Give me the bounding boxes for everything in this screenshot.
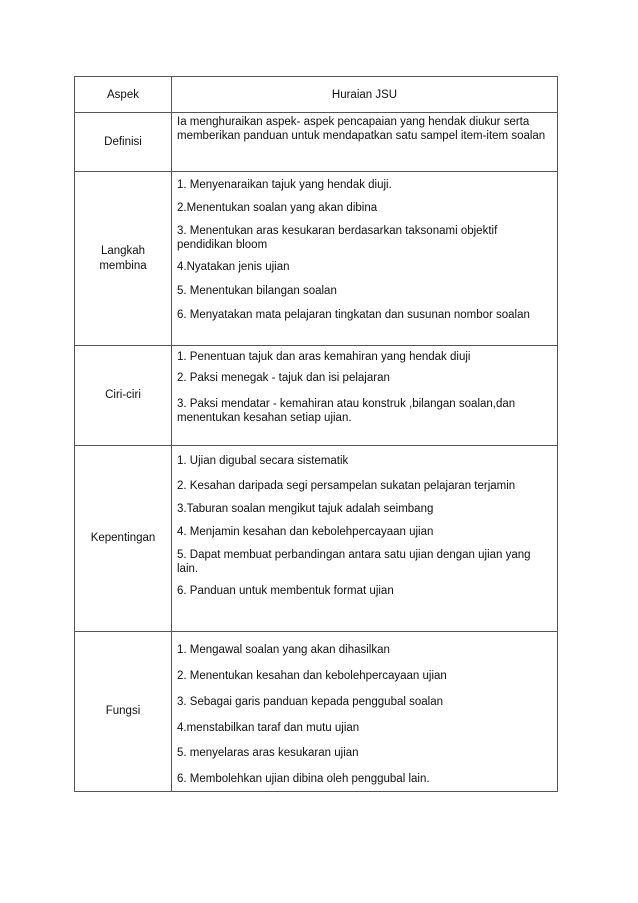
list-item: 3. Menentukan aras kesukaran berdasarkan taksonami objektif pendidikan bloom — [177, 225, 498, 251]
huraian-fungsi — [172, 632, 558, 792]
list-item: 4.Nyatakan jenis ujian — [177, 261, 290, 273]
table-row-kepentingan — [75, 446, 558, 632]
aspek-ciri-ciri: Ciri-ciri — [75, 346, 172, 446]
list-item: 3. Paksi mendatar - kemahiran atau konstruk ,bilangan soalan,dan menentukan kesahan setiap ujian. — [177, 398, 516, 424]
aspek-kepentingan: Kepentingan — [75, 446, 172, 632]
list-item: 5. menyelaras aras kesukaran ujian — [177, 747, 359, 759]
list-item: 5. Menentukan bilangan soalan — [177, 285, 337, 297]
header-huraian: Huraian JSU — [172, 77, 558, 113]
definisi-text: Ia menghuraikan aspek- aspek pencapaian yang hendak diukur serta memberikan panduan untuk mendapatkan satu sampel item-item soalan — [177, 116, 546, 142]
aspek-langkah-membina: Langkah membina — [75, 172, 172, 346]
huraian-kepentingan — [172, 446, 558, 632]
list-item: 1. Penentuan tajuk dan aras kemahiran yang hendak diuji — [177, 351, 471, 363]
huraian-definisi — [172, 113, 558, 172]
aspek-fungsi: Fungsi — [75, 632, 172, 792]
list-item: 1. Ujian digubal secara sistematik — [177, 455, 349, 467]
aspek-definisi: Definisi — [75, 113, 172, 172]
table-header-row — [75, 77, 558, 113]
list-item: 3. Sebagai garis panduan kepada penggubal soalan — [177, 696, 443, 708]
list-item: 1. Mengawal soalan yang akan dihasilkan — [177, 644, 390, 656]
list-item: 4. Menjamin kesahan dan kebolehpercayaan ujian — [177, 526, 434, 538]
list-item: 1. Menyenaraikan tajuk yang hendak diuji. — [177, 179, 392, 191]
table-row-fungsi — [75, 632, 558, 792]
list-item: 3.Taburan soalan mengikut tajuk adalah seimbang — [177, 503, 434, 515]
table-row-ciri-ciri — [75, 346, 558, 446]
huraian-langkah-membina — [172, 172, 558, 346]
table-row-definisi — [75, 113, 558, 172]
huraian-ciri-ciri — [172, 346, 558, 446]
table-row-langkah-membina — [75, 172, 558, 346]
list-item: 6. Panduan untuk membentuk format ujian — [177, 585, 394, 597]
list-item: 5. Dapat membuat perbandingan antara satu ujian dengan ujian yang lain. — [177, 549, 531, 575]
jsu-table — [74, 76, 558, 792]
list-item: 2. Menentukan kesahan dan kebolehpercayaan ujian — [177, 670, 447, 682]
list-item: 6. Menyatakan mata pelajaran tingkatan dan susunan nombor soalan — [177, 309, 530, 321]
list-item: 2. Paksi menegak - tajuk dan isi pelajaran — [177, 372, 390, 384]
list-item: 2.Menentukan soalan yang akan dibina — [177, 202, 378, 214]
list-item: 6. Membolehkan ujian dibina oleh penggubal lain. — [177, 773, 430, 785]
list-item: 2. Kesahan daripada segi persampelan sukatan pelajaran terjamin — [177, 480, 516, 492]
header-aspek: Aspek — [75, 77, 172, 113]
list-item: 4.menstabilkan taraf dan mutu ujian — [177, 722, 360, 734]
